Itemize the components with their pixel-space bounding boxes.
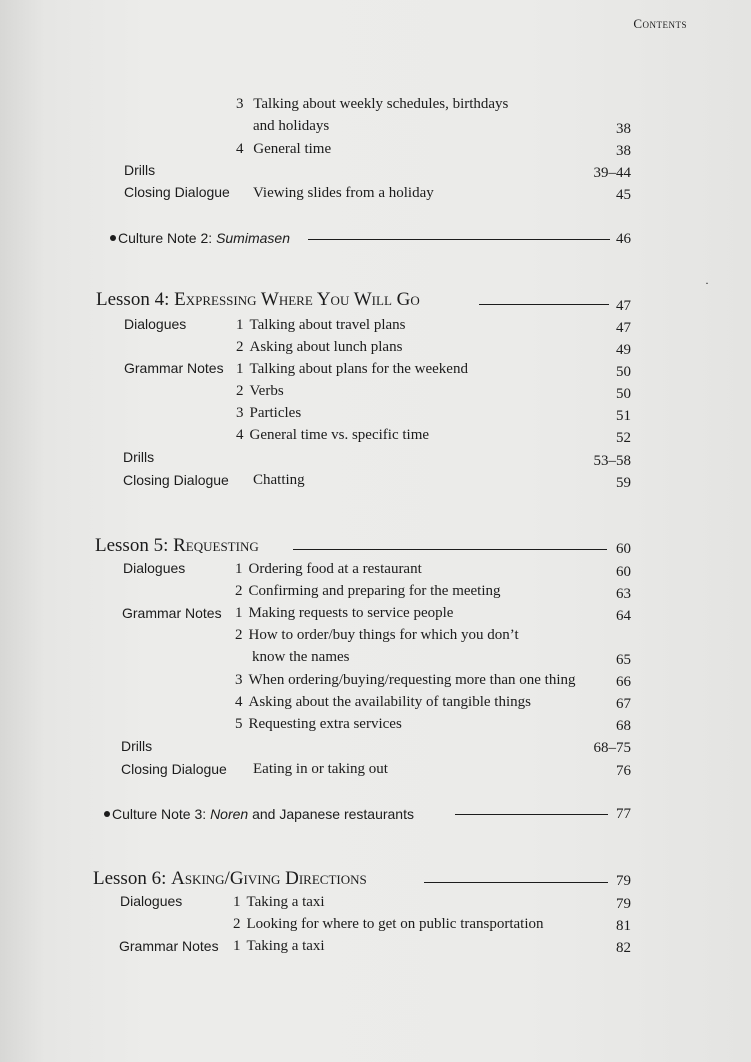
toc-entry: 2 How to order/buy things for which you don’t (235, 627, 519, 643)
toc-entry: 1 Talking about plans for the weekend (236, 361, 468, 377)
lesson-number: Lesson 4: (96, 289, 175, 310)
entry-page: 66 (616, 674, 631, 690)
toc-entry: 3 When ordering/buying/requesting more than one thing (235, 672, 576, 688)
running-header: Contents (633, 16, 687, 31)
entry-page: 60 (616, 541, 631, 557)
lesson-title: Expressing Where You Will Go (174, 289, 420, 310)
entry-page: 46 (616, 231, 631, 247)
drills-label: Drills (121, 738, 153, 754)
culture-note-title-rest: and Japanese restaurants (248, 806, 414, 822)
dialogues-label: Dialogues (120, 893, 183, 909)
lesson-title: Asking/Giving Directions (171, 868, 367, 889)
toc-entry: 2 Verbs (236, 383, 284, 399)
leader-rule (424, 882, 608, 883)
leader-rule (479, 304, 609, 305)
entry-page: 51 (616, 408, 631, 424)
grammar-notes-label: Grammar Notes (119, 938, 219, 954)
lesson-6-heading (93, 868, 367, 890)
drills-label: Drills (124, 162, 156, 178)
closing-dialogue-label: Closing Dialogue (123, 472, 229, 488)
culture-note-title: Sumimasen (216, 230, 290, 246)
closing-dialogue-title: Viewing slides from a holiday (253, 185, 434, 201)
toc-entry (236, 96, 508, 113)
entry-page: 79 (616, 873, 631, 889)
entry-page: 38 (616, 121, 631, 137)
lesson-5-heading (95, 535, 259, 557)
toc-entry: 2 Confirming and preparing for the meeting (235, 583, 501, 599)
grammar-notes-label: Grammar Notes (122, 605, 222, 621)
toc-entry: 5 Requesting extra services (235, 716, 402, 732)
culture-note-label: Culture Note 2: (118, 230, 217, 246)
grammar-notes-label: Grammar Notes (124, 360, 224, 376)
leader-rule (308, 239, 610, 240)
drills-pages: 53–58 (593, 453, 631, 469)
drills-label: Drills (123, 449, 155, 465)
entry-number: 3 (236, 96, 244, 112)
entry-page: 65 (616, 652, 631, 668)
bullet-icon (110, 235, 116, 241)
page-edge-mark: · (705, 276, 709, 290)
closing-dialogue-label: Closing Dialogue (124, 184, 230, 200)
toc-entry (253, 118, 329, 135)
bullet-icon (104, 811, 110, 817)
drills-pages: 68–75 (593, 740, 631, 756)
entry-page: 50 (616, 364, 631, 380)
toc-entry: 1 Ordering food at a restaurant (235, 561, 422, 577)
toc-entry (236, 141, 331, 158)
dialogues-label: Dialogues (123, 560, 186, 576)
entry-page: 82 (616, 940, 631, 956)
drills-pages: 39–44 (593, 165, 631, 181)
toc-entry: 2 Asking about lunch plans (236, 339, 403, 355)
lesson-number: Lesson 5: (95, 535, 174, 556)
lesson-number: Lesson 6: (93, 868, 172, 889)
entry-page: 79 (616, 896, 631, 912)
entry-title: Talking about weekly schedules, birthdays (253, 96, 509, 112)
leader-rule (293, 549, 607, 550)
entry-page: 64 (616, 608, 631, 624)
dialogues-label: Dialogues (124, 316, 187, 332)
entry-page: 68 (616, 718, 631, 734)
entry-page: 47 (616, 320, 631, 336)
entry-page: 45 (616, 187, 631, 203)
leader-rule (455, 814, 608, 815)
toc-entry: 4 General time vs. specific time (236, 427, 430, 443)
toc-entry: 4 Asking about the availability of tangible things (235, 694, 531, 710)
entry-page: 52 (616, 430, 631, 446)
entry-page: 59 (616, 475, 631, 491)
entry-page: 50 (616, 386, 631, 402)
entry-page: 81 (616, 918, 631, 934)
closing-dialogue-title: Eating in or taking out (253, 761, 388, 777)
toc-entry: 3 Particles (236, 405, 302, 421)
toc-entry: 1 Taking a taxi (233, 938, 325, 954)
culture-note-entry (110, 230, 290, 246)
toc-entry: 1 Talking about travel plans (236, 317, 406, 333)
toc-entry: know the names (252, 649, 350, 665)
entry-page: 67 (616, 696, 631, 712)
entry-page: 49 (616, 342, 631, 358)
culture-note-label: Culture Note 3: (112, 806, 211, 822)
entry-page: 60 (616, 564, 631, 580)
entry-page: 63 (616, 586, 631, 602)
entry-page: 38 (616, 143, 631, 159)
toc-entry: 2 Looking for where to get on public transportation (233, 916, 544, 932)
closing-dialogue-label: Closing Dialogue (121, 761, 227, 777)
lesson-title: Requesting (173, 535, 259, 556)
closing-dialogue-title: Chatting (253, 472, 305, 488)
entry-page: 77 (616, 806, 631, 822)
culture-note-title: Noren (210, 806, 249, 822)
entry-number: 4 (236, 141, 244, 157)
entry-title: General time (253, 141, 332, 157)
entry-page: 76 (616, 763, 631, 779)
lesson-4-heading (96, 289, 420, 311)
entry-title: and holidays (253, 118, 330, 134)
entry-page: 47 (616, 298, 631, 314)
culture-note-entry (104, 806, 414, 822)
toc-entry: 1 Making requests to service people (235, 605, 454, 621)
toc-entry: 1 Taking a taxi (233, 894, 325, 910)
